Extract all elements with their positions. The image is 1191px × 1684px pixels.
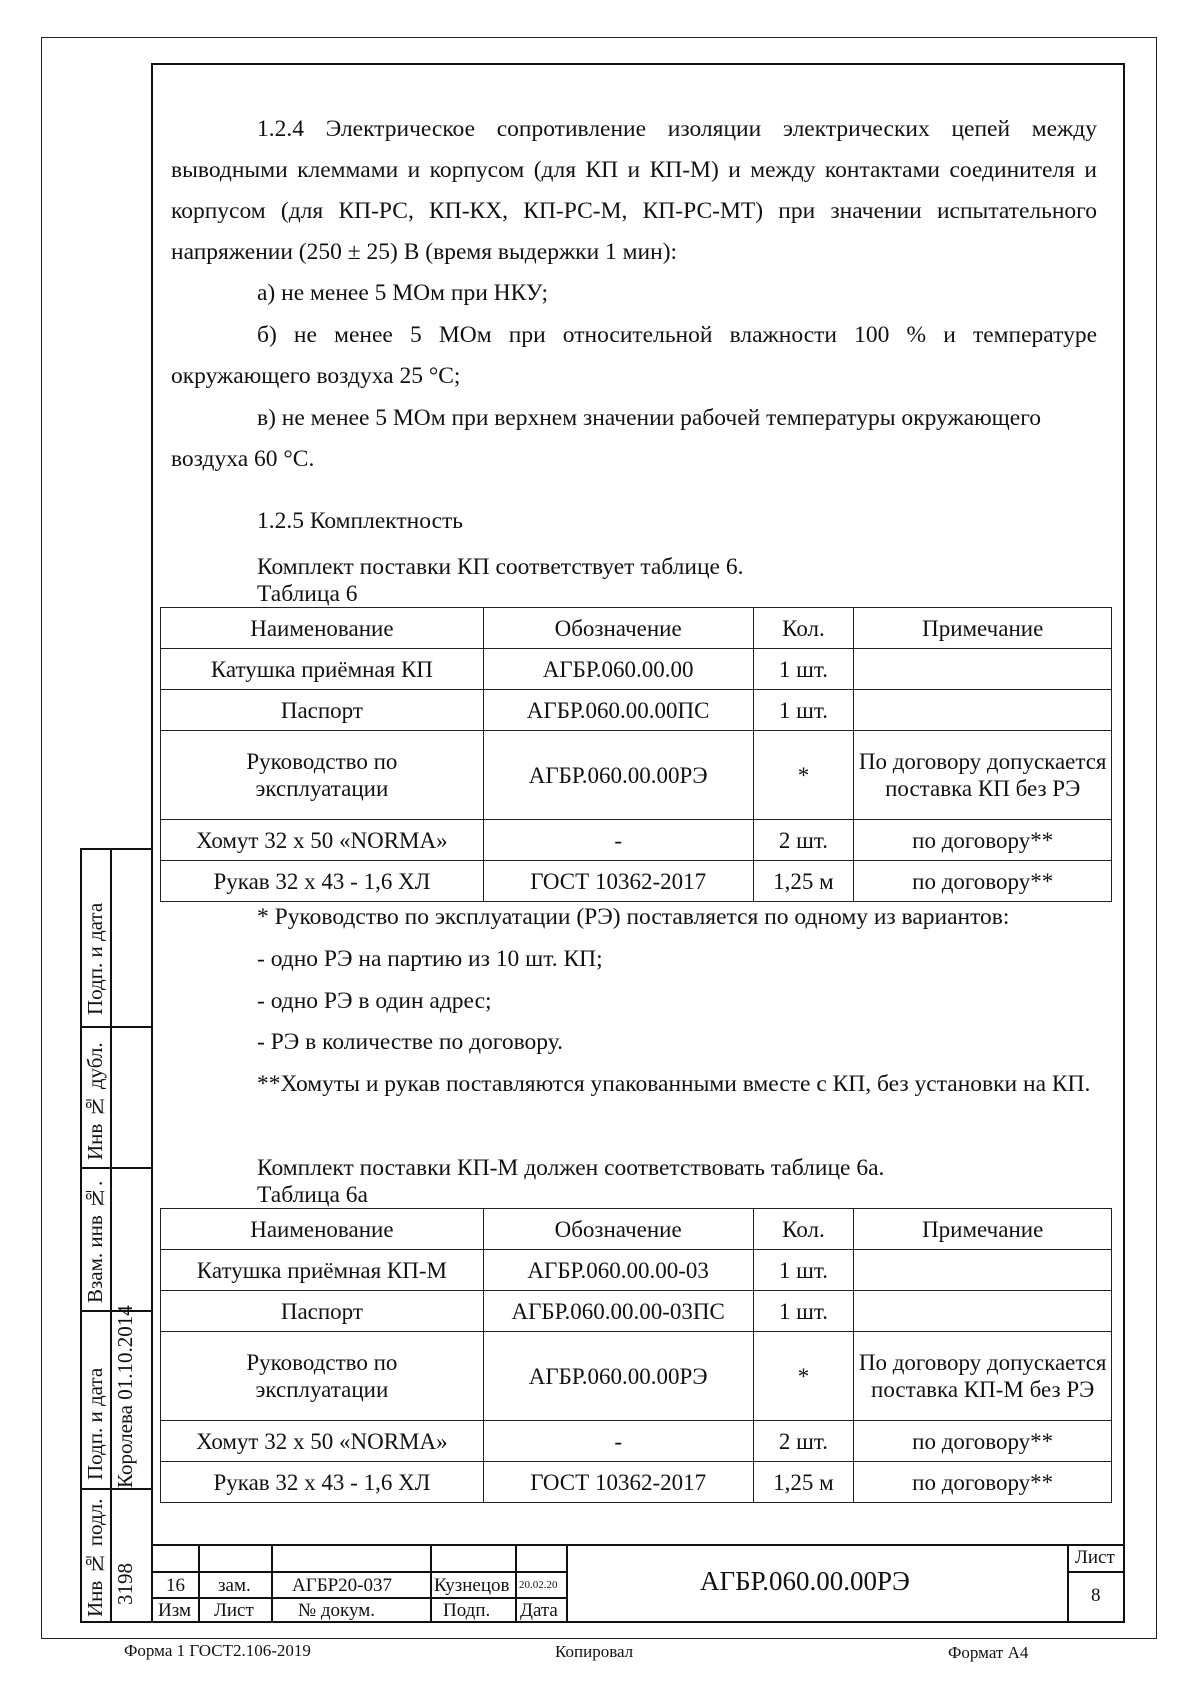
table6a [160, 1208, 1112, 1503]
table-cell: АГБР.060.00.00ПС [483, 690, 753, 731]
table-cell: АГБР.060.00.00РЭ [483, 731, 753, 820]
table-cell: Руководство по эксплуатации [161, 1332, 484, 1421]
tb-row-line-1 [151, 1571, 567, 1573]
table6a-intro: Комплект поставки КП-М должен соответствовать таблице 6а. [257, 1155, 885, 1181]
table6a-header-row [161, 1209, 1112, 1250]
tb-col-line [566, 1544, 568, 1623]
section-124-item-v: в) не менее 5 МОм при верхнем значении рабочей температуры окружающего воздуха 60 °С. [171, 405, 1042, 472]
table-cell: * [753, 1332, 854, 1421]
table6-header-note: Примечание [854, 608, 1112, 649]
table6a-header-name: Наименование [161, 1209, 484, 1250]
tb-label-podp: Подп. [443, 1600, 491, 1621]
table-cell: По договору допускается поставка КП-М без РЭ [854, 1332, 1112, 1421]
tb-col-line [271, 1544, 273, 1623]
table-cell: Хомут 32 х 50 «NORMA» [161, 1421, 484, 1462]
side-label-vzam-inv: Взам. инв №. [83, 1180, 107, 1303]
table-row [161, 1291, 1112, 1332]
tb-label-date: Дата [520, 1600, 558, 1621]
table-cell: 1,25 м [753, 1462, 854, 1503]
table-cell: 2 шт. [753, 1421, 854, 1462]
table6 [160, 607, 1112, 902]
tb-sheet-col-line [1067, 1544, 1069, 1623]
table-cell: Катушка приёмная КП [161, 649, 484, 690]
table6-intro: Комплект поставки КП соответствует таблице 6. [257, 554, 744, 580]
side-value-inv-podl: 3198 [113, 1563, 137, 1605]
table6a-header-qty: Кол. [753, 1209, 854, 1250]
table-cell: АГБР.060.00.00-03 [483, 1250, 753, 1291]
section-124-intro: 1.2.4 Электрическое сопротивление изоляции электрических цепей между выводными клеммами и корпусом (для КП и КП-М) и между контактами соединителя и корпусом (для КП-РС, КП-КХ, КП-РС-М, КП-РС-МТ) при значении испытательного напряжении (250 ± 25) В (время выдержки 1 мин): [171, 116, 1097, 265]
table-row [161, 1462, 1112, 1503]
table-cell [854, 1291, 1112, 1332]
table-cell: 1 шт. [753, 690, 854, 731]
table6a-caption: Таблица 6а [257, 1182, 368, 1208]
footer-format: Формат А4 [948, 1643, 1029, 1662]
tb-label-doc: № докум. [298, 1600, 376, 1621]
tb-change-doc: АГБР20-037 [292, 1575, 393, 1596]
tb-label-izm: Изм [158, 1600, 191, 1621]
table-cell: 2 шт. [753, 820, 854, 861]
tb-col-line [430, 1544, 432, 1623]
tb-change-num: 16 [166, 1575, 185, 1596]
table-cell: По договору допускается поставка КП без РЭ [854, 731, 1112, 820]
tb-col-line [198, 1544, 200, 1623]
footer-copied: Копировал [555, 1642, 634, 1661]
tb-designation: АГБР.060.00.00РЭ [700, 1566, 910, 1596]
tb-top-line [151, 1544, 1125, 1546]
tb-sheet-number: 8 [1091, 1585, 1101, 1606]
note-item: - одно РЭ на партию из 10 шт. КП; [257, 946, 603, 972]
table6-header-row [161, 608, 1112, 649]
tb-col-line [515, 1544, 517, 1623]
table-cell: 1 шт. [753, 1291, 854, 1332]
tb-change-type: зам. [218, 1575, 251, 1596]
note-item: - одно РЭ в один адрес; [257, 988, 492, 1014]
table-cell: Рукав 32 х 43 - 1,6 ХЛ [161, 861, 484, 902]
side-label-inv-podl: Инв № подл. [83, 1498, 107, 1617]
footer-form: Форма 1 ГОСТ2.106-2019 [124, 1641, 311, 1660]
table-cell: Руководство по эксплуатации [161, 731, 484, 820]
side-stamp-divider [110, 848, 112, 1623]
table-cell: - [483, 1421, 753, 1462]
table6a-header-note: Примечание [854, 1209, 1112, 1250]
tb-row-line-2 [151, 1597, 567, 1599]
table-row [161, 731, 1112, 820]
side-label-inv-dubl: Инв № дубл. [83, 1042, 107, 1160]
table-cell: Рукав 32 х 43 - 1,6 ХЛ [161, 1462, 484, 1503]
table-row [161, 1250, 1112, 1291]
table-cell: АГБР.060.00.00РЭ [483, 1332, 753, 1421]
table-cell [854, 649, 1112, 690]
table-cell: по договору** [854, 1421, 1112, 1462]
table-cell: АГБР.060.00.00 [483, 649, 753, 690]
table-row [161, 820, 1112, 861]
tb-sheet-label: Лист [1075, 1547, 1115, 1568]
note-star: * Руководство по эксплуатации (РЭ) поставляется по одному из вариантов: [257, 904, 1010, 930]
section-124-item-b: б) не менее 5 МОм при относительной влажности 100 % и температуре окружающего воздуха 25 °С; [171, 322, 1097, 389]
side-label-podp-data-1: Подп. и дата [83, 902, 107, 1015]
table-cell: 1,25 м [753, 861, 854, 902]
table-row [161, 690, 1112, 731]
table-cell [854, 690, 1112, 731]
table6-caption: Таблица 6 [257, 581, 358, 607]
side-value-podp-data-2: Королева 01.10.2014 [113, 1305, 137, 1488]
table-cell: - [483, 820, 753, 861]
section-125-heading: 1.2.5 Комплектность [257, 508, 463, 534]
section-124-item-a: а) не менее 5 МОм при НКУ; [257, 280, 549, 306]
table6-header-name: Наименование [161, 608, 484, 649]
table-cell: Катушка приёмная КП-М [161, 1250, 484, 1291]
table-cell: по договору** [854, 861, 1112, 902]
table-cell: АГБР.060.00.00-03ПС [483, 1291, 753, 1332]
tb-change-signer: Кузнецов [434, 1575, 510, 1596]
table-row [161, 1421, 1112, 1462]
note-double-star: **Хомуты и рукав поставляются упакованными вместе с КП, без установки на КП. [257, 1071, 1091, 1097]
table-cell: 1 шт. [753, 649, 854, 690]
table-cell: ГОСТ 10362-2017 [483, 861, 753, 902]
tb-sheet-row-line [1067, 1571, 1125, 1573]
table6-header-qty: Кол. [753, 608, 854, 649]
table-cell: ГОСТ 10362-2017 [483, 1462, 753, 1503]
table-cell: 1 шт. [753, 1250, 854, 1291]
note-item: - РЭ в количестве по договору. [257, 1029, 564, 1055]
table-cell: по договору** [854, 820, 1112, 861]
table-cell: Паспорт [161, 1291, 484, 1332]
side-label-podp-data-2: Подп. и дата [83, 1367, 107, 1480]
table-cell [854, 1250, 1112, 1291]
tb-label-list: Лист [214, 1600, 254, 1621]
table6a-header-designation: Обозначение [483, 1209, 753, 1250]
table-cell: Паспорт [161, 690, 484, 731]
table-row [161, 649, 1112, 690]
table-cell: по договору** [854, 1462, 1112, 1503]
tb-change-date: 20.02.20 [519, 1579, 558, 1591]
table-row [161, 861, 1112, 902]
table-cell: Хомут 32 х 50 «NORMA» [161, 820, 484, 861]
table6-header-designation: Обозначение [483, 608, 753, 649]
table-row [161, 1332, 1112, 1421]
table-cell: * [753, 731, 854, 820]
